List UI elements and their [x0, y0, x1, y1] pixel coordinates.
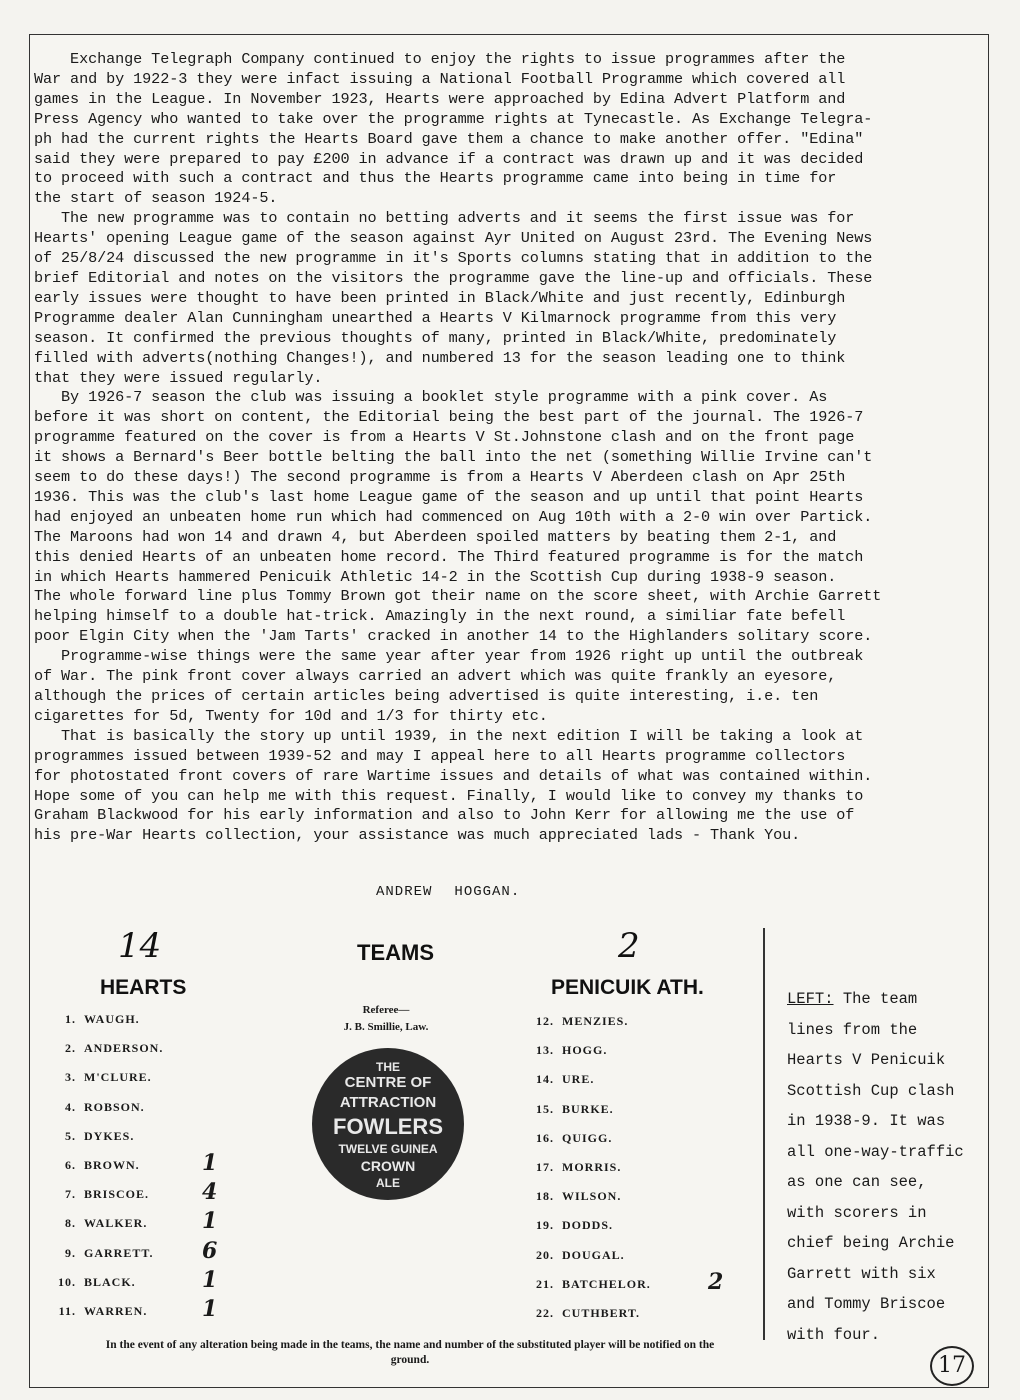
author-signature — [376, 884, 542, 900]
article-line: Hearts' opening League game of the season against Ayr United on August 23rd. The Evening News — [34, 229, 873, 248]
player-row — [40, 1187, 149, 1202]
page-number: 17 — [930, 1346, 974, 1386]
player-number: 11. — [58, 1304, 76, 1318]
article-line: that they were issued regularly. — [34, 368, 323, 387]
player-row — [40, 1012, 140, 1027]
player-name: BRISCOE. — [84, 1187, 150, 1202]
article-line: programme featured on the cover is from a Hearts V St.Johnstone clash and on the front page — [34, 428, 855, 447]
article-line: the start of season 1924-5. — [34, 189, 278, 208]
article-line: this denied Hearts of an unbeaten home record. The Third featured programme is for the match — [34, 547, 864, 566]
article-line: Exchange Telegraph Company continued to enjoy the rights to issue programmes after the — [34, 50, 846, 68]
caption-line: Hearts V Penicuik — [787, 1051, 946, 1069]
teamsheet-footnote: In the event of any alteration being made in the teams, the name and number of the substituted player will be notified on the ground. — [105, 1339, 715, 1366]
referee-name: J. B. Smillie, Law. — [343, 1021, 429, 1033]
article-line: The Maroons had won 14 and drawn 4, but Aberdeen spoiled matters by beating them 2-1, and — [34, 527, 837, 546]
player-number: 4. — [65, 1099, 76, 1114]
player-row — [40, 1070, 152, 1085]
player-number: 1. — [65, 1012, 76, 1026]
player-row — [40, 1304, 147, 1319]
player-row — [40, 1041, 163, 1056]
player-row — [518, 1043, 607, 1058]
player-number: 18. — [536, 1189, 554, 1204]
article-line: early issues were thought to have been printed in Black/White and just recently, Edinburgh — [34, 288, 846, 307]
goals-handwritten: 6 — [202, 1237, 219, 1264]
player-name: BROWN. — [84, 1158, 140, 1172]
player-number: 20. — [536, 1247, 554, 1262]
article-line: By 1926-7 season the club was issuing a booklet style programme with a pink cover. As — [34, 388, 828, 407]
goals-handwritten: 2 — [708, 1268, 725, 1295]
player-row — [518, 1218, 613, 1233]
advert-line: ATTRACTION — [339, 1094, 437, 1111]
article-line: cigarettes for 5d, Twenty for 10d and 1/3 for thirty etc. — [34, 706, 548, 725]
home-score-handwritten: 14 — [118, 926, 162, 966]
player-number: 8. — [65, 1216, 76, 1231]
article-line: it shows a Bernard's Beer bottle belting the ball into the net (something Willie Irvine can't — [34, 448, 873, 467]
referee-label: Referee— — [362, 1004, 410, 1016]
player-number: 10. — [58, 1274, 76, 1289]
player-row — [40, 1246, 153, 1261]
player-number: 7. — [65, 1187, 76, 1202]
player-number: 5. — [65, 1128, 76, 1143]
player-name: WARREN. — [84, 1304, 148, 1318]
article-body — [34, 50, 982, 846]
away-team-name: PENICUIK ATH. — [551, 976, 704, 999]
article-line: filled with adverts(nothing Changes!), and numbered 13 for the season leading one to think — [34, 348, 846, 367]
player-number: 14. — [536, 1072, 554, 1087]
player-name: URE. — [562, 1072, 595, 1087]
goals-handwritten: 4 — [202, 1179, 219, 1206]
article-line: to proceed with such a contract and thus the Hearts programme came into being in time for — [34, 169, 837, 188]
player-number: 16. — [536, 1130, 554, 1145]
advert-badge — [312, 1048, 464, 1200]
player-row — [40, 1129, 134, 1144]
caption-line: lines from the — [787, 1020, 918, 1039]
advert-line: FOWLERS — [333, 1114, 443, 1139]
caption-line: Scottish Cup clash — [787, 1081, 955, 1100]
goals-handwritten: 1 — [202, 1296, 219, 1322]
column-divider — [763, 928, 765, 1340]
player-row — [518, 1102, 614, 1117]
goals-handwritten: 1 — [202, 1150, 219, 1176]
caption-line: Garrett with six — [787, 1264, 936, 1283]
player-name: CUTHBERT. — [562, 1306, 641, 1320]
article-line: 1936. This was the club's last home League game of the season and up until that point Hearts — [34, 487, 864, 506]
player-number: 22. — [536, 1306, 554, 1320]
player-row — [518, 1248, 625, 1263]
goals-handwritten: 1 — [202, 1208, 219, 1235]
player-name: GARRETT. — [84, 1245, 154, 1260]
caption-line: and Tommy Briscoe — [787, 1295, 946, 1313]
advert-line: TWELVE GUINEA — [338, 1142, 438, 1156]
player-number: 2. — [65, 1041, 76, 1056]
player-name: BURKE. — [562, 1101, 614, 1116]
article-line: War and by 1922-3 they were infact issuing a National Football Programme which covered all — [34, 69, 846, 88]
article-line: The whole forward line plus Tommy Brown got their name on the score sheet, with Archie Garrett — [34, 587, 882, 606]
caption-label: LEFT: — [787, 990, 834, 1008]
article-line: helping himself to a double hat-trick. Amazingly in the next round, a similiar fate befell — [34, 607, 846, 626]
article-line: brief Editorial and notes on the visitors the programme gave the line-up and officials. These — [34, 268, 873, 287]
player-number: 21. — [536, 1276, 554, 1291]
article-line: before it was short on content, the Editorial being the best part of the journal. The 1926-7 — [34, 408, 864, 427]
player-name: DODDS. — [562, 1218, 614, 1233]
player-row — [518, 1014, 628, 1029]
player-number: 3. — [65, 1070, 76, 1085]
player-row — [40, 1100, 145, 1115]
caption-line: chief being Archie — [787, 1234, 955, 1252]
article-line: had enjoyed an unbeaten home run which had commenced on Aug 10th with a 2-0 win over Partick. — [34, 507, 873, 526]
caption-line: in 1938-9. It was — [787, 1112, 946, 1130]
caption-line: as one can see, — [787, 1173, 927, 1191]
caption-line: with scorers in — [787, 1203, 927, 1222]
article-line: ph had the current rights the Hearts Board gave them a chance to make another offer. "Edina" — [34, 129, 864, 148]
article-line: Hope some of you can help me with this request. Finally, I would like to convey my thanks to — [34, 786, 864, 805]
article-line: Programme dealer Alan Cunningham unearthed a Hearts V Kilmarnock programme from this very — [34, 308, 837, 327]
caption-line: all one-way-traffic — [787, 1142, 964, 1161]
player-name: ANDERSON. — [84, 1041, 164, 1056]
player-number: 9. — [65, 1245, 76, 1260]
player-row — [518, 1277, 651, 1292]
player-number: 17. — [536, 1160, 554, 1174]
caption-line: The team — [833, 990, 918, 1008]
player-number: 12. — [536, 1014, 554, 1028]
caption-line: with four. — [787, 1325, 881, 1344]
player-name: MENZIES. — [562, 1014, 629, 1028]
author-last-name: HOGGAN. — [454, 884, 521, 900]
player-name: QUIGG. — [562, 1130, 613, 1145]
player-name: HOGG. — [562, 1043, 608, 1058]
player-name: DOUGAL. — [562, 1247, 625, 1262]
article-line: Press Agency who wanted to take over the programme rights at Tynecastle. As Exchange Telegra- — [34, 109, 873, 128]
player-number: 15. — [536, 1101, 554, 1116]
player-row — [40, 1158, 140, 1173]
player-name: DYKES. — [84, 1128, 135, 1143]
article-line: Graham Blackwood for his early information and also to John Kerr for allowing me the use of — [34, 806, 855, 825]
figure-caption — [787, 984, 964, 1350]
player-row — [40, 1216, 147, 1231]
advert-line: CROWN — [360, 1158, 416, 1174]
player-name: M'CLURE. — [84, 1070, 152, 1085]
player-name: MORRIS. — [562, 1160, 622, 1174]
article-line: games in the League. In November 1923, Hearts were approached by Edina Advert Platform and — [34, 89, 846, 108]
player-name: ROBSON. — [84, 1099, 145, 1114]
player-row — [518, 1160, 621, 1175]
player-row — [518, 1306, 640, 1321]
caption-text — [787, 990, 964, 1344]
advert-line: CENTRE OF — [344, 1074, 432, 1091]
article-line: for photostated front covers of rare Wartime issues and details of what was contained within. — [34, 766, 873, 785]
article-line: in which Hearts hammered Penicuik Athletic 14-2 in the Scottish Cup during 1938-9 season. — [34, 567, 837, 586]
article-line: of War. The pink front cover always carried an advert which was quite frankly an eyesore, — [34, 667, 837, 686]
player-row — [518, 1131, 612, 1146]
advert-line: ALE — [376, 1176, 400, 1190]
goals-handwritten: 1 — [202, 1266, 219, 1293]
author-first-name: ANDREW — [376, 884, 433, 900]
home-team-name: HEARTS — [100, 976, 187, 999]
article-line: programmes issued between 1939-52 and may I appeal here to all Hearts programme collectors — [34, 746, 846, 765]
article-line: Programme-wise things were the same year after year from 1926 right up until the outbreak — [34, 647, 864, 666]
teams-title: TEAMS — [357, 940, 434, 965]
player-row — [40, 1275, 136, 1290]
article-line: of 25/8/24 discussed the new programme in it's Sports columns stating that in addition to the — [34, 249, 873, 268]
player-name: WAUGH. — [84, 1012, 140, 1026]
player-number: 13. — [536, 1043, 554, 1058]
away-score-handwritten: 2 — [618, 926, 640, 966]
player-name: BLACK. — [84, 1274, 136, 1289]
player-name: BATCHELOR. — [562, 1276, 651, 1291]
article-line: poor Elgin City when the 'Jam Tarts' cracked in another 14 to the Highlanders solitary score. — [34, 627, 873, 646]
player-row — [518, 1072, 594, 1087]
article-line: That is basically the story up until 1939, in the next edition I will be taking a look at — [34, 726, 864, 745]
article-line: seem to do these days!) The second programme is from a Hearts V Aberdeen clash on Apr 25th — [34, 468, 846, 487]
player-row — [518, 1189, 621, 1204]
article-line: season. It confirmed the previous thoughts of many, printed in Black/White, predominately — [34, 328, 837, 347]
player-number: 19. — [536, 1218, 554, 1233]
player-name: WALKER. — [84, 1216, 148, 1231]
article-line: although the prices of certain articles being advertised is quite interesting, i.e. ten — [34, 687, 819, 705]
article-line: his pre-War Hearts collection, your assistance was much appreciated lads - Thank You. — [34, 826, 801, 845]
article-line: said they were prepared to pay £200 in advance if a contract was drawn up and it was decided — [34, 149, 864, 168]
article-line: The new programme was to contain no betting adverts and it seems the first issue was for — [34, 209, 855, 228]
player-name: WILSON. — [562, 1189, 622, 1204]
player-number: 6. — [65, 1158, 76, 1172]
advert-line: THE — [376, 1060, 400, 1074]
